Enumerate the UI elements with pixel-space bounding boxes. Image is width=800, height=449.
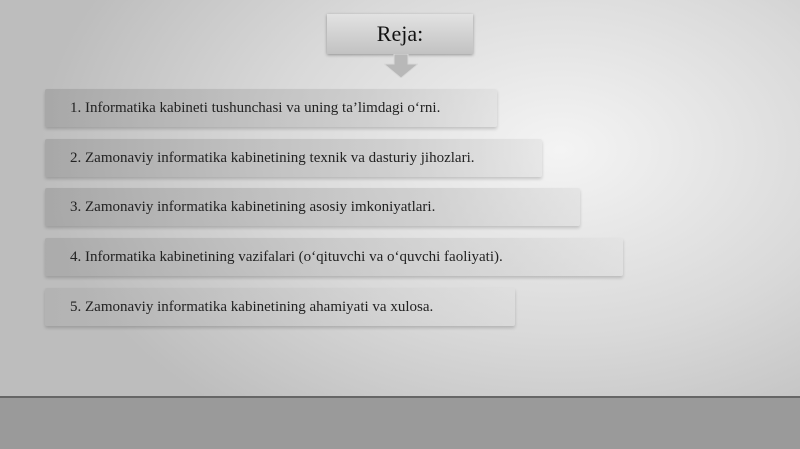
agenda-item-4: 4. Informatika kabinetining vazifalari (o‘qituvchi va o‘quvchi faoliyati).: [45, 238, 623, 276]
title-box: [327, 14, 473, 54]
agenda-item-5: 5. Zamonaviy informatika kabinetining ahamiyati va xulosa.: [45, 288, 515, 326]
slide-title: Reja:: [376, 21, 424, 46]
agenda-item-3: 3. Zamonaviy informatika kabinetining asosiy imkoniyatlari.: [45, 188, 580, 226]
agenda-item-2: 2. Zamonaviy informatika kabinetining texnik va dasturiy jihozlari.: [45, 139, 542, 177]
down-arrow-icon: [384, 54, 418, 78]
footer-bar: [0, 396, 800, 449]
agenda-item-1: 1. Informatika kabineti tushunchasi va uning ta’limdagi o‘rni.: [45, 89, 497, 127]
